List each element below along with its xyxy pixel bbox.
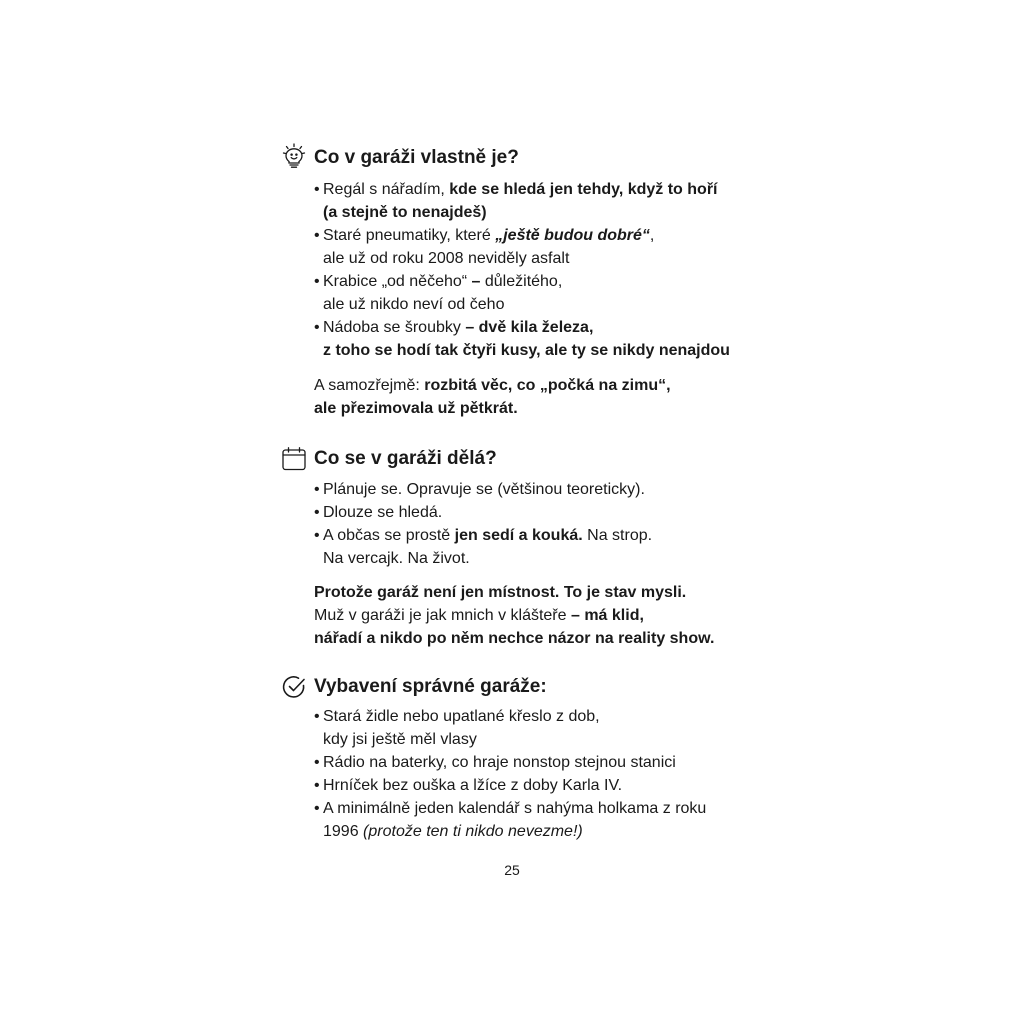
section-note: A samozřejmě: rozbitá věc, co „počká na zimu“, ale přezimovala už pětkrát. (314, 377, 671, 417)
bullet-list (314, 705, 706, 843)
list-item: • Stará židle nebo upatlané křeslo z dob, kdy jsi ještě měl vlasy (314, 705, 706, 751)
list-item: • A minimálně jeden kalendář s nahýma holkama z roku 1996 (protože ten ti nikdo nevezme!) (314, 797, 706, 843)
page-number: 25 (504, 862, 520, 878)
list-item: • A občas se prostě jen sedí a kouká. Na strop. Na vercajk. Na život. (314, 524, 652, 570)
list-item: • Nádoba se šroubky – dvě kila železa, z toho se hodí tak čtyři kusy, ale ty se nikdy nenajdou (314, 316, 730, 362)
check-circle-icon (281, 674, 307, 700)
section-title: Vybavení správné garáže: (314, 676, 547, 697)
list-item: • Krabice „od něčeho“ – důležitého, ale už nikdo neví od čeho (314, 270, 730, 316)
list-item: • Hrníček bez ouška a lžíce z doby Karla IV. (314, 774, 706, 797)
section-note: Protože garáž není jen místnost. To je stav mysli. Muž v garáži je jak mnich v klášteře – má klid, nářadí a nikdo po něm nechce názor na reality show. (314, 584, 715, 647)
list-item: • Dlouze se hledá. (314, 501, 652, 524)
list-item: • Rádio na baterky, co hraje nonstop stejnou stanici (314, 751, 706, 774)
list-item: • Regál s nářadím, kde se hledá jen tehdy, když to hoří (a stejně to nenajdeš) (314, 178, 730, 224)
bullet-list (314, 178, 730, 362)
bullet-list (314, 478, 652, 570)
calendar-icon (281, 446, 307, 472)
list-item: • Plánuje se. Opravuje se (většinou teoreticky). (314, 478, 652, 501)
list-item: • Staré pneumatiky, které „ještě budou dobré“, ale už od roku 2008 neviděly asfalt (314, 224, 730, 270)
section-title: Co se v garáži dělá? (314, 448, 497, 469)
section-title: Co v garáži vlastně je? (314, 147, 519, 168)
lightbulb-smile-icon (281, 143, 307, 169)
